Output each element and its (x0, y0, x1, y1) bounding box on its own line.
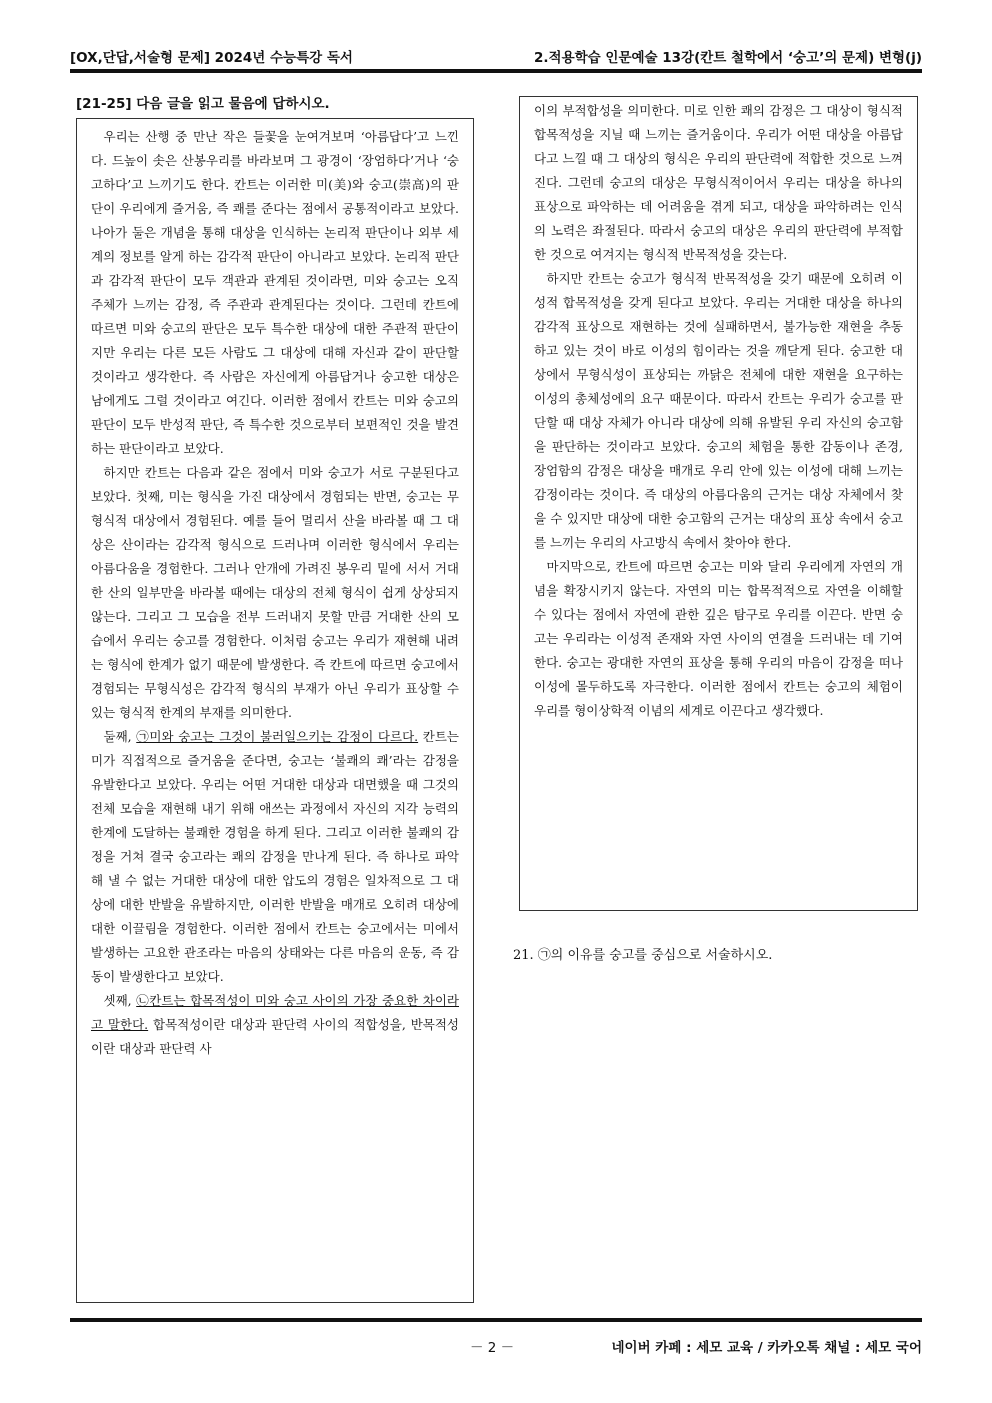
passage-paragraph-3 (91, 725, 459, 989)
passage-paragraph-2: 하지만 칸트는 다음과 같은 점에서 미와 숭고가 서로 구분된다고 보았다. 첫째, 미는 형식을 가진 대상에서 경험되는 반면, 숭고는 무형식적 대상에서 경험된다. 예를 들어 멀리서 산을 바라볼 때 그 대상은 산이라는 감각적 형식으로 드러나며 이러한 형식에서 우리는 아름다움을 경험한다. 그러나 안개에 가려진 봉우리 밑에 서서 거대한 산의 일부만을 바라볼 때에는 대상의 전체 형식이 쉽게 상상되지 않는다. 그리고 그 모습을 전부 드러내지 못할 만큼 거대한 산의 모습에서 우리는 숭고를 경험한다. 이처럼 숭고는 우리가 재현해 내려는 형식에 한계가 없기 때문에 발생한다. 즉 칸트에 따르면 숭고에서 경험되는 무형식성은 감각적 형식의 부재가 아닌 우리가 표상할 수 있는 형식적 한계의 부재를 의미한다. (91, 465, 459, 720)
passage-paragraph-1: 우리는 산행 중 만난 작은 들꽃을 눈여겨보며 ‘아름답다’고 느낀다. 드높이 솟은 산봉우리를 바라보며 그 광경이 ‘장엄하다’거나 ‘숭고하다’고 느끼기도 한다. 칸트는 이러한 미(美)와 숭고(崇高)의 판단이 우리에게 즐거움, 즉 쾌를 준다는 점에서 공통적이라고 보았다. 나아가 둘은 개념을 통해 대상을 인식하는 논리적 판단이나 외부 세계의 정보를 알게 하는 감각적 판단이 아니라고 보았다. 논리적 판단과 감각적 판단이 모두 객관과 관계된 것이라면, 미와 숭고는 오직 주체가 느끼는 감정, 즉 주관과 관계된다는 것이다. 그런데 칸트에 따르면 미와 숭고의 판단은 모두 특수한 대상에 대한 주관적 판단이지만 우리는 다른 모든 사람도 그 대상에 대해 자신과 같이 판단할 것이라고 생각한다. 즉 사람은 자신에게 아름답거나 숭고한 대상은 남에게도 그럴 것이라고 여긴다. 이러한 점에서 칸트는 미와 숭고의 판단이 모두 반성적 판단, 즉 특수한 것으로부터 보편적인 것을 발견하는 판단이라고 보았다. (91, 129, 459, 456)
header-left-title: [OX,단답,서술형 문제] 2024년 수능특강 독서 (70, 50, 353, 66)
passage-box-left (76, 118, 474, 1303)
page-footer (70, 1336, 922, 1356)
passage-box-right (519, 96, 918, 911)
passage-paragraph-6: 마지막으로, 칸트에 따르면 숭고는 미와 달리 우리에게 자연의 개념을 확장시키지 않는다. 자연의 미는 합목적적으로 자연을 이해할 수 있다는 점에서 자연에 관한 깊은 탐구로 우리를 이끈다. 반면 숭고는 우리라는 이성적 존재와 자연 사이의 연결을 드러내는 데 기여한다. 숭고는 광대한 자연의 표상을 통해 우리의 마음이 감정을 떠나 이성에 몰두하도록 자극한다. 이러한 점에서 칸트는 숭고의 체험이 우리를 형이상학적 이념의 세계로 이끈다고 생각했다. (534, 559, 903, 718)
header-rule (70, 69, 922, 73)
header-right-title: 2.적용학습 인문예술 13강(칸트 철학에서 ‘숭고’의 문제) 변형(j) (534, 50, 922, 66)
passage-paragraph-4-continued: 이의 부적합성을 의미한다. 미로 인한 쾌의 감정은 그 대상이 형식적 합목적성을 지닐 때 느끼는 즐거움이다. 우리가 어떤 대상을 아름답다고 느낄 때 그 대상의 형식은 우리의 판단력에 적합한 것으로 느껴진다. 그런데 숭고의 대상은 무형식적이어서 우리는 대상을 하나의 표상으로 파악하는 데 어려움을 겪게 되고, 대상을 파악하려는 인식의 노력은 좌절된다. 따라서 숭고의 대상은 우리의 판단력에 부적합한 것으로 여겨지는 형식적 반목적성을 갖는다. (534, 103, 903, 262)
instruction-text: [21-25] 다음 글을 읽고 물음에 답하시오. (76, 96, 330, 112)
footer-channel-info: 네이버 카페 : 세모 교육 / 카카오톡 채널 : 세모 국어 (611, 1340, 922, 1356)
page-number: － 2 － (470, 1340, 515, 1356)
paragraph-4-rest: 합목적성이란 대상과 판단력 사이의 적합성을, 반목적성이란 대상과 판단력 사 (91, 1017, 459, 1056)
underlined-sentence-b: ㉡칸트는 합목적성이 미와 숭고 사이의 가장 중요한 차이라고 말한다. (91, 993, 459, 1032)
footer-rule (70, 1318, 922, 1322)
paragraph-4-lead: 셋째, (103, 993, 137, 1008)
passage-paragraph-5: 하지만 칸트는 숭고가 형식적 반목적성을 갖기 때문에 오히려 이성적 합목적성을 갖게 된다고 보았다. 우리는 거대한 대상을 하나의 감각적 표상으로 재현하는 것에 실패하면서, 불가능한 재현을 추동하고 있는 것이 바로 이성의 힘이라는 것을 깨닫게 된다. 숭고한 대상에서 무형식성이 표상되는 까닭은 전체에 대한 재현을 요구하는 이성의 총체성에의 요구 때문이다. 따라서 칸트는 우리가 숭고를 판단할 때 대상 자체가 아니라 대상에 의해 유발된 우리 자신의 숭고함을 판단하는 것이라고 보았다. 숭고의 체험을 통한 감동이나 존경, 장엄함의 감정은 대상을 매개로 우리 안에 있는 이성에 대해 느끼는 감정이라는 것이다. 즉 대상의 아름다움의 근거는 대상 자체에서 찾을 수 있지만 대상에 대한 숭고함의 근거는 대상의 표상 속에서 숭고를 느끼는 우리의 사고방식 속에서 찾아야 한다. (534, 271, 903, 550)
question-21: 21. ㉠의 이유를 숭고를 중심으로 서술하시오. (513, 948, 773, 963)
page-header (70, 46, 922, 66)
underlined-sentence-a: ㉠미와 숭고는 그것이 불러일으키는 감정이 다르다. (136, 729, 419, 744)
passage-paragraph-4 (91, 989, 459, 1061)
paragraph-3-lead: 둘째, (103, 729, 137, 744)
paragraph-3-rest: 칸트는 미가 직접적으로 즐거움을 준다면, 숭고는 ‘불쾌의 쾌’라는 감정을 유발한다고 보았다. 우리는 어떤 거대한 대상과 대면했을 때 그것의 전체 모습을 재현해 내기 위해 애쓰는 과정에서 자신의 지각 능력의 한계에 도달하는 불쾌한 경험을 하게 된다. 그리고 이러한 불쾌의 감정을 거쳐 결국 숭고라는 쾌의 감정을 만나게 된다. 즉 하나로 파악해 낼 수 없는 거대한 대상에 대한 압도의 경험은 일차적으로 그 대상에 대한 반발을 유발하지만, 이러한 반발을 매개로 오히려 대상에 대한 이끌림을 경험한다. 이러한 점에서 칸트는 숭고에서는 미에서 발생하는 고요한 관조라는 마음의 상태와는 다른 마음의 운동, 즉 감동이 발생한다고 보았다. (91, 729, 459, 984)
